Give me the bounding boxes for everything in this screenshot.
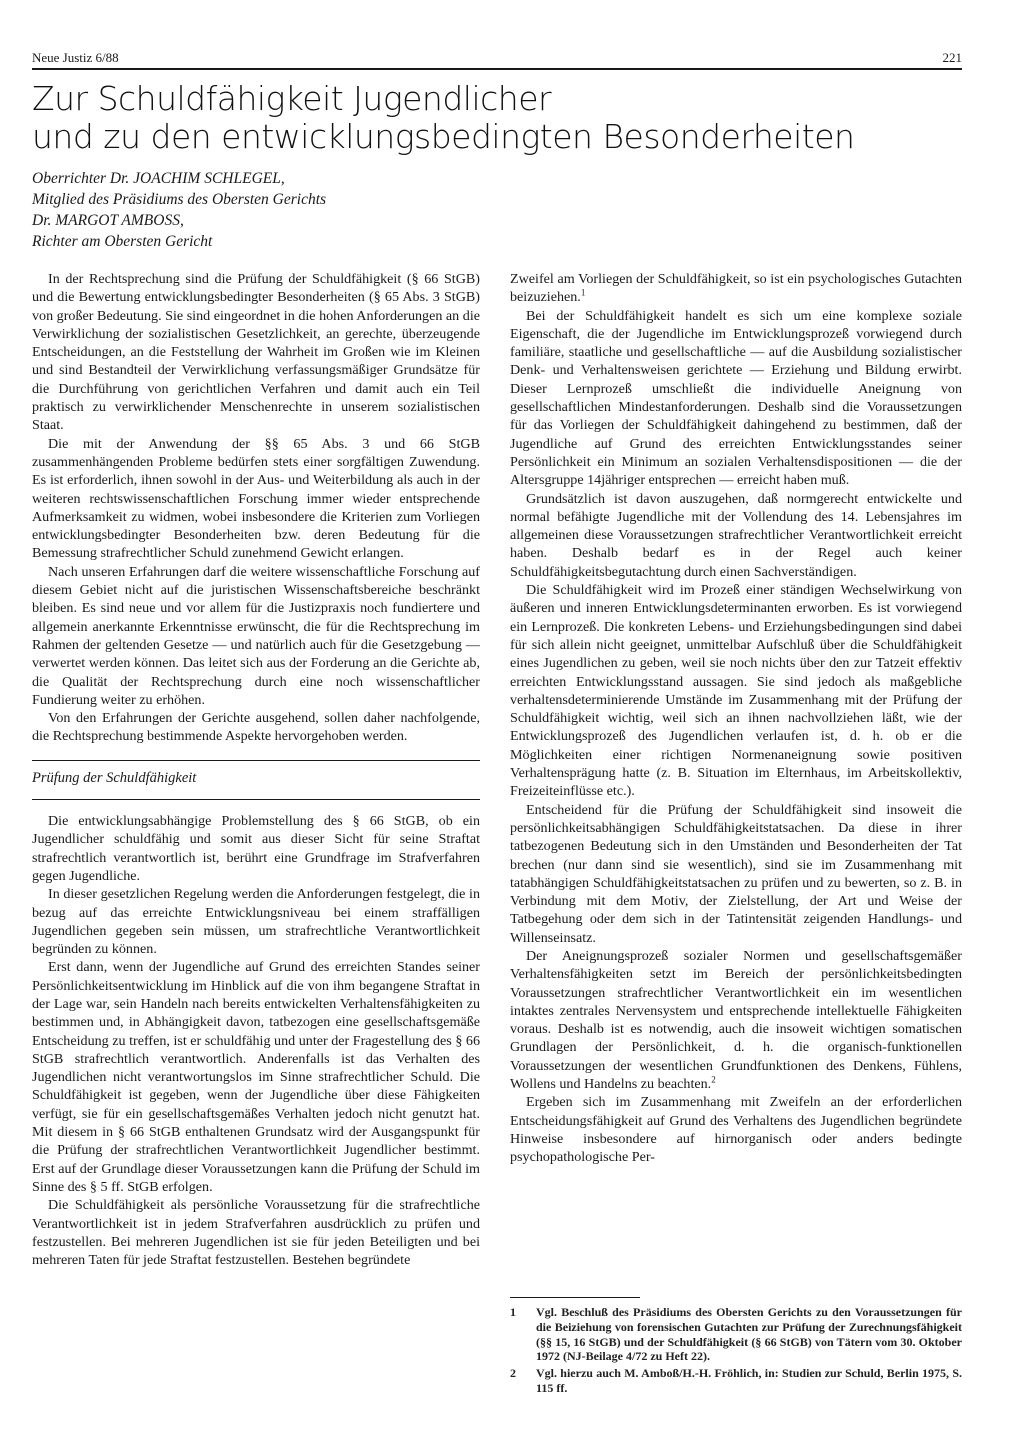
footnotes <box>510 1305 962 1398</box>
paragraph: Nach unseren Erfahrungen darf die weitere wissenschaftliche Forschung auf diesem Gebiet nicht auf die juristischen Wissenschaftsbereiche beschränkt bleiben. Es sind neue und vor allem für die Justizpraxis noch fundiertere und allgemein anerkannte Erkenntnisse erwünscht, die für die Rechtsprechung im Rahmen der geltenden Gesetze — und natürlich auch für die Gesetzgebung — verwertet werden können. Das leitet sich aus der Forderung an die Gerichte ab, die Qualität der Rechtsprechung durch eine noch wissenschaftlicher Fundierung weiter zu erhöhen. <box>32 563 480 708</box>
running-header <box>32 50 962 70</box>
paragraph: Grundsätzlich ist davon auszugehen, daß normgerecht entwickelte und normal befähigte Jugendliche mit der Vollendung des 14. Lebensjahres im allgemeinen diese Voraussetzungen strafrechtlicher Verantwortlichkeit erreicht haben. Deshalb bedarf es in der Regel auch keiner Schuldfähigkeitsbegutachtung durch einen Sachverständigen. <box>510 490 962 580</box>
paragraph: Von den Erfahrungen der Gerichte ausgehend, sollen daher nachfolgende, die Rechtsprechung bestimmende Aspekte hervorgehoben werden. <box>32 710 480 745</box>
footnote-text: Vgl. Beschluß des Präsidiums des Obersten Gerichts zu den Voraussetzungen für die Beiziehung von forensischen Gutachten zur Prüfung der Zurechnungsfähigkeit (§§ 15, 16 StGB) und der Schuldfähigkeit (§ 66 StGB) von Tätern vom 30. Oktober 1972 (NJ-Beilage 4/72 zu Heft 22). <box>536 1305 962 1364</box>
paragraph: Die entwicklungsabhängige Problemstellung des § 66 StGB, ob ein Jugendlicher schuldfähig und somit aus dieser Sicht für seine Straftat strafrechtlich verantwortlich ist, berührt eine Grundfrage im Strafverfahren gegen Jugendliche. <box>32 813 480 884</box>
paragraph: In dieser gesetzlichen Regelung werden die Anforderungen festgelegt, die in bezug auf das erreichte Entwicklungsniveau bei einem straffälligen Jugendlichen gegeben sein müssen, um strafrechtliche Verantwortlichkeit begründen zu können. <box>32 886 480 958</box>
header-rule <box>32 68 962 70</box>
section-heading: Prüfung der Schuldfähigkeit <box>32 769 197 786</box>
page-number: 221 <box>942 50 962 65</box>
article-title <box>32 80 962 156</box>
paragraph-text: Zweifel am Vorliegen der Schuldfähigkeit, so ist ein psychologisches Gutachten beizuziehen. <box>510 271 962 306</box>
journal-issue: Neue Justiz 6/88 <box>32 50 119 65</box>
section-rule-top <box>32 760 480 761</box>
footnote-number: 2 <box>510 1366 516 1381</box>
left-column <box>32 270 480 1269</box>
paragraph: Bei der Schuldfähigkeit handelt es sich um eine komplexe soziale Eigenschaft, die der Jugendliche im Entwicklungsprozeß vorwiegend durch familiäre, staatliche und gesellschaftliche — auf die Ausbildung sozialistischer Denk- und Verhaltensweisen gerichtete — Erziehung und Bildung erwirbt. Dieser Lernprozeß umschließt die individuelle Aneignung von gesellschaftlichen Mindestanforderungen. Deshalb sind die Voraussetzungen für das Vorliegen der Schuldfähigkeit dahingehend zu bestimmen, daß der Jugendliche auf Grund des erreichten Entwicklungsstandes seiner Persönlichkeit ein Minimum an sozialen Verhaltensdispositionen — die der Altersgruppe 14jähriger entsprechen — erreicht haben muß. <box>510 307 962 489</box>
footnote-mark[interactable]: 2 <box>711 1074 716 1085</box>
footnote <box>510 1305 962 1364</box>
author-block <box>32 168 632 252</box>
footnote-number: 1 <box>510 1305 516 1319</box>
paragraph <box>510 947 962 1093</box>
section-rule-bottom <box>32 799 480 800</box>
paragraph-text: Der Aneignungsprozeß sozialer Normen und gesellschaftsgemäßer Verhaltensfähigkeiten setzt im Bereich der persönlichkeitsbedingten Voraussetzungen strafrechtlicher Verantwortlichkeit ein im wesentlichen intaktes zentrales Nervensystem und entsprechende intellektuelle Fähigkeiten voraus. Deshalb ist es notwendig, auch die insoweit wichtigen somatischen Grundlagen der Persönlichkeit, d. h. die organisch-funktionellen Voraussetzungen der wesentlichen Grundfunktionen des Denkens, Fühlens, Wollens und Handelns zu beachten. <box>510 947 962 1093</box>
paragraph: Erst dann, wenn der Jugendliche auf Grund des erreichten Standes seiner Persönlichkeitsentwicklung im Hinblick auf die von ihm begangene Straftat in der Lage war, sein Handeln nach bereits entwickelten Verhaltensfähigkeiten zu bestimmen und, in Abhängigkeit davon, tatbezogen eine gesellschaftsgemäße Entscheidung zu treffen, ist er schuldfähig und unter der Fragestellung des § 66 StGB strafrechtlich verantwortlich. Anderenfalls ist das Verhalten des Jugendlichen nicht verantwortungslos im Sinne strafrechtlicher Schuld. Die Schuldfähigkeit ist gegeben, wenn der Jugendliche über diese Fähigkeiten verfügt, sie für ein gesellschaftsgemäßes Verhalten jedoch nicht genutzt hat. Mit diesem in § 66 StGB enthaltenen Grundsatz wird der Ausgangspunkt für die Prüfung der strafrechtlichen Verantwortlichkeit Jugendlicher bestimmt. Erst auf der Grundlage dieser Voraussetzungen kann die Prüfung der Schuld im Sinne des § 5 ff. StGB erfolgen. <box>32 959 480 1195</box>
footnote-mark[interactable]: 1 <box>580 287 586 298</box>
footnote-text: Vgl. hierzu auch M. Amboß/H.-H. Fröhlich, in: Studien zur Schuld, Berlin 1975, S. 115 ff. <box>536 1366 962 1395</box>
paragraph: Die Schuldfähigkeit wird im Prozeß einer ständigen Wechselwirkung von äußeren und inneren Entwicklungsdeterminanten erworben. Es ist vorwiegend ein Lernprozeß. Die konkreten Lebens- und Erziehungsbedingungen sind dabei für sich allein nicht geeignet, unmittelbar Aufschluß über die Schuldfähigkeit eines Jugendlichen zu geben, weil sie noch nichts über den zur Tatzeit effektiv erreichten Entwicklungsstand aussagen. Sie sind jedoch als maßgebliche verhaltensdeterminierende Umstände im Zusammenhang mit der Prüfung der Schuldfähigkeit wichtig, weil sich an ihnen nachvollziehen läßt, wie der Entwicklungsprozeß des Jugendlichen verlaufen ist, d. h. ob er die Möglichkeiten einer richtigen Normenaneignung sowie positiven Verhaltensprägung hatte (z. B. Situation im Elternhaus, im Arbeitskollektiv, Freizeiteinflüsse etc.). <box>510 582 962 800</box>
author-line: Richter am Obersten Gericht <box>32 233 213 250</box>
title-line-1: Zur Schuldfähigkeit Jugendlicher <box>32 79 552 118</box>
author-line: Mitglied des Präsidiums des Obersten Gerichts <box>32 191 327 208</box>
journal-page <box>32 0 962 1455</box>
author-line: Oberrichter Dr. JOACHIM SCHLEGEL, <box>32 170 285 187</box>
paragraph: Die Schuldfähigkeit als persönliche Voraussetzung für die strafrechtliche Verantwortlichkeit ist in jedem Strafverfahren ausdrücklich zu prüfen und festzustellen. Bei mehreren Jugendlichen ist sie für jeden Beteiligten und bei mehreren Taten für jede Straftat festzustellen. Bestehen begründete <box>32 1197 480 1269</box>
footnote <box>510 1366 962 1396</box>
paragraph: In der Rechtsprechung sind die Prüfung der Schuldfähigkeit (§ 66 StGB) und die Bewertung entwicklungsbedingter Besonderheiten (§ 65 Abs. 3 StGB) von großer Bedeutung. Sie sind eingeordnet in die hohen Anforderungen an die Verwirklichung der sozialistischen Gesetzlichkeit, an gerechte, überzeugende Entscheidungen, an die Feststellung der Wahrheit im Großen wie im Kleinen und sind Bestandteil der Verwirklichung verfassungsmäßiger Grundsätze für die Durchführung von gerichtlichen Verfahren und damit auch ein Teil praktisch zu verwirklichender Menschenrechte in unserem sozialistischen Staat. <box>32 271 480 434</box>
paragraph: Die mit der Anwendung der §§ 65 Abs. 3 und 66 StGB zusammenhängenden Probleme bedürfen stets einer sorgfältigen Zuwendung. Es ist erforderlich, ihnen sowohl in der Aus- und Weiterbildung als auch in der weiteren rechtswissenschaftlichen Forschung immer wieder entsprechende Aufmerksamkeit zu widmen, wobei insbesondere die Kriterien zum Vorliegen entwicklungsbedingter Besonderheiten bzw. deren Bedeutung für die Bemessung strafrechtlicher Schuld zunehmend Gewicht erlangen. <box>32 435 480 562</box>
right-column <box>510 270 962 1167</box>
paragraph: Ergeben sich im Zusammenhang mit Zweifeln an der erforderlichen Entscheidungsfähigkeit auf Grund des Verhaltens des Jugendlichen begründete Hinweise insbesondere auf hirnorganisch oder anders bedingte psychopathologische Per- <box>510 1094 962 1166</box>
footnote-rule <box>510 1297 640 1298</box>
author-line: Dr. MARGOT AMBOSS, <box>32 212 184 229</box>
paragraph <box>510 270 962 307</box>
title-line-2: und zu den entwicklungsbedingten Besonderheiten <box>32 117 855 156</box>
paragraph: Entscheidend für die Prüfung der Schuldfähigkeit sind insoweit die persönlichkeitsabhängigen Schuldfähigkeitstatsachen. Da diese in ihrer tatbezogenen Bedeutung sich in den Umständen und Besonderheiten der Tat brechen (nur dann sind sie wesentlich), sind sie im Zusammenhang mit tatabhängigen Schuldfähigkeitstatsachen zu prüfen und zu bewerten, so z. B. in Verbindung mit dem Motiv, der Zielstellung, der Art und Weise der Tatbegehung oder dem sich in der Tatintensität zeigenden Handlungs- und Willenseinsatz. <box>510 801 962 946</box>
